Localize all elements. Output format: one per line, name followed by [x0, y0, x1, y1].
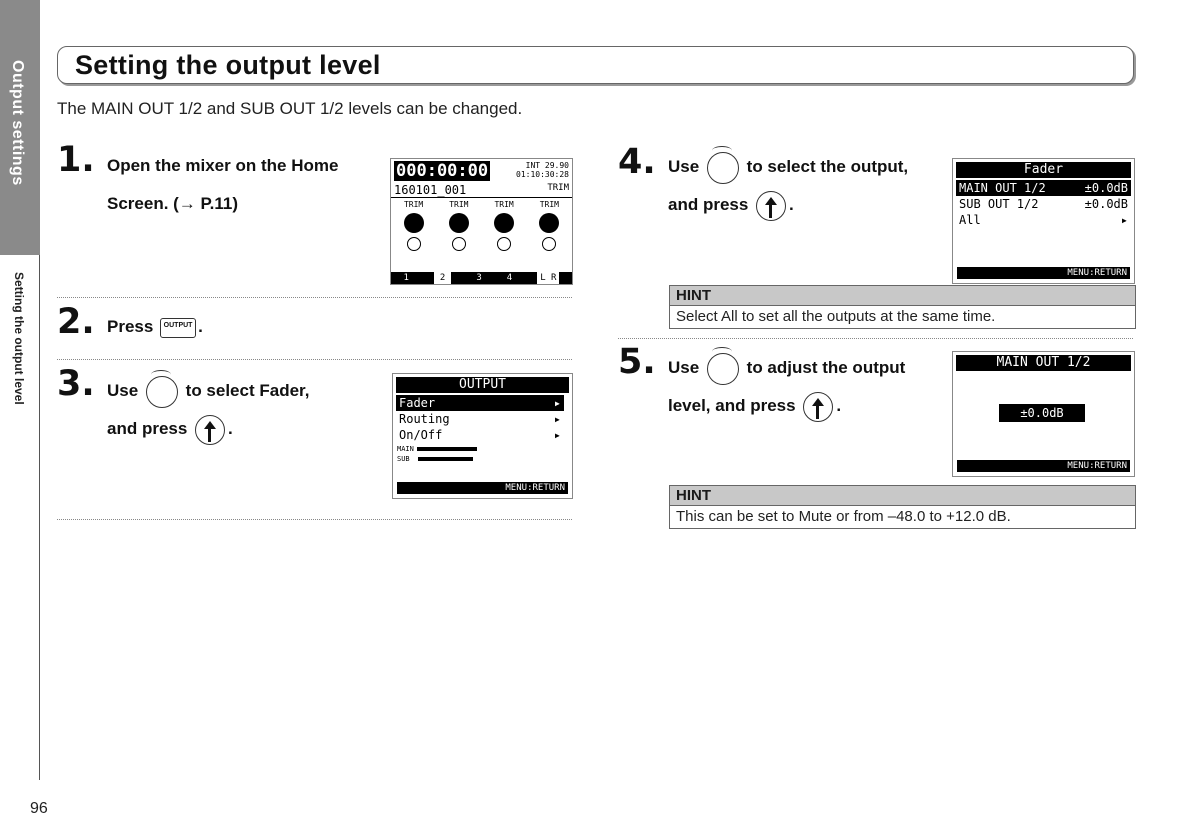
home-screen-lcd [390, 158, 573, 285]
meter-main-bar [417, 447, 477, 451]
lcd-knob-4 [539, 213, 559, 233]
side-tab-label: Output settings [9, 60, 26, 186]
side-tab [0, 0, 40, 255]
lcd-track-1: 1 [403, 273, 409, 283]
lcd-ch1-trim: TRIM [403, 200, 424, 209]
lcd-lr: L R [537, 272, 559, 284]
dial-press-icon [803, 392, 833, 422]
step-5-number: 5. [618, 342, 656, 382]
meter-sub-bar [418, 457, 473, 461]
fader-row-main: MAIN OUT 1/2 ±0.0dB [956, 180, 1131, 196]
lcd-ch3-trim: TRIM [494, 200, 514, 209]
lcd-knob-3 [494, 213, 514, 233]
lcd-tc: 01:10:30:28 [516, 170, 569, 179]
side-divider [39, 255, 40, 780]
lcd-track-2: 2 [434, 272, 451, 284]
output-menu-lcd: OUTPUT Fader ▸ Routing ▸ On/Off ▸ MAIN SUB MENU:RETURN [392, 373, 573, 499]
fader-screen-lcd [952, 158, 1135, 284]
lcd-footer: MENU:RETURN [957, 460, 1130, 472]
step-1-number: 1. [57, 140, 95, 180]
title-bar [57, 46, 1134, 84]
lcd-timecode: 000:00:00 [396, 161, 489, 181]
page-number: 96 [30, 800, 48, 817]
step-divider [57, 359, 572, 360]
hint-text: This can be set to Mute or from –48.0 to +12.0 dB. [676, 508, 1011, 525]
hint-heading: HINT [670, 486, 1135, 506]
level-value: ±0.0dB [999, 404, 1085, 422]
step-1-text [107, 147, 338, 223]
lcd-header: MAIN OUT 1/2 [956, 355, 1131, 371]
side-section-label: Setting the output level [12, 272, 26, 405]
lcd-filename: 160101_001 [394, 183, 467, 197]
lcd-knob-1 [404, 213, 424, 233]
hint-box-2 [669, 485, 1136, 529]
lcd-footer: MENU:RETURN [397, 482, 568, 494]
step-divider [57, 297, 572, 298]
output-button: OUTPUT [160, 318, 196, 338]
hint-text: Select All to set all the outputs at the same time. [676, 308, 996, 325]
menu-item-fader: Fader [399, 396, 436, 410]
step-divider [57, 519, 572, 520]
menu-item-routing: Routing [399, 412, 450, 426]
step-4-text: Use to select the output, and press . [668, 148, 908, 224]
step-5-text: Use to adjust the output level, and press . [668, 349, 905, 425]
step-2-number: 2. [57, 302, 95, 342]
lcd-track-4: 4 [506, 273, 513, 283]
step-1-line2: Screen. (→ P.11) [107, 194, 239, 213]
step-3-text: Use to select Fader, and press . [107, 372, 309, 448]
menu-item-onoff: On/Off [399, 428, 443, 442]
meter-main-label: MAIN [397, 445, 414, 453]
lcd-header: OUTPUT [396, 377, 569, 393]
fader-row-all: All ▸ [959, 213, 1128, 227]
lcd-ch4-trim: TRIM [539, 200, 559, 209]
page-title: Setting the output level [75, 50, 381, 80]
lcd-fps: INT 29.90 [525, 161, 569, 170]
lcd-footer: MENU:RETURN [957, 267, 1130, 279]
hint-heading: HINT [670, 286, 1135, 306]
lcd-header: Fader [956, 162, 1131, 178]
main-out-lcd [952, 351, 1135, 477]
dial-icon [707, 152, 739, 184]
dial-press-icon [756, 191, 786, 221]
lcd-track-3: 3 [476, 273, 482, 283]
step-2-text: Press OUTPUT . [107, 317, 203, 336]
lcd-ch2-trim: TRIM [449, 200, 469, 209]
step-3-number: 3. [57, 364, 95, 404]
step-4-number: 4. [618, 142, 656, 182]
step-1-line1: Open the mixer on the Home [107, 156, 339, 175]
fader-row-sub: SUB OUT 1/2 ±0.0dB [959, 197, 1128, 211]
hint-box-1 [669, 285, 1136, 329]
step-divider [618, 338, 1133, 339]
lcd-trim-label: TRIM [547, 183, 569, 193]
lcd-knob-2 [449, 213, 469, 233]
dial-press-icon [195, 415, 225, 445]
intro-text: The MAIN OUT 1/2 and SUB OUT 1/2 levels can be changed. [57, 99, 523, 118]
meter-sub-label: SUB [397, 455, 410, 463]
dial-icon [707, 353, 739, 385]
dial-icon [146, 376, 178, 408]
